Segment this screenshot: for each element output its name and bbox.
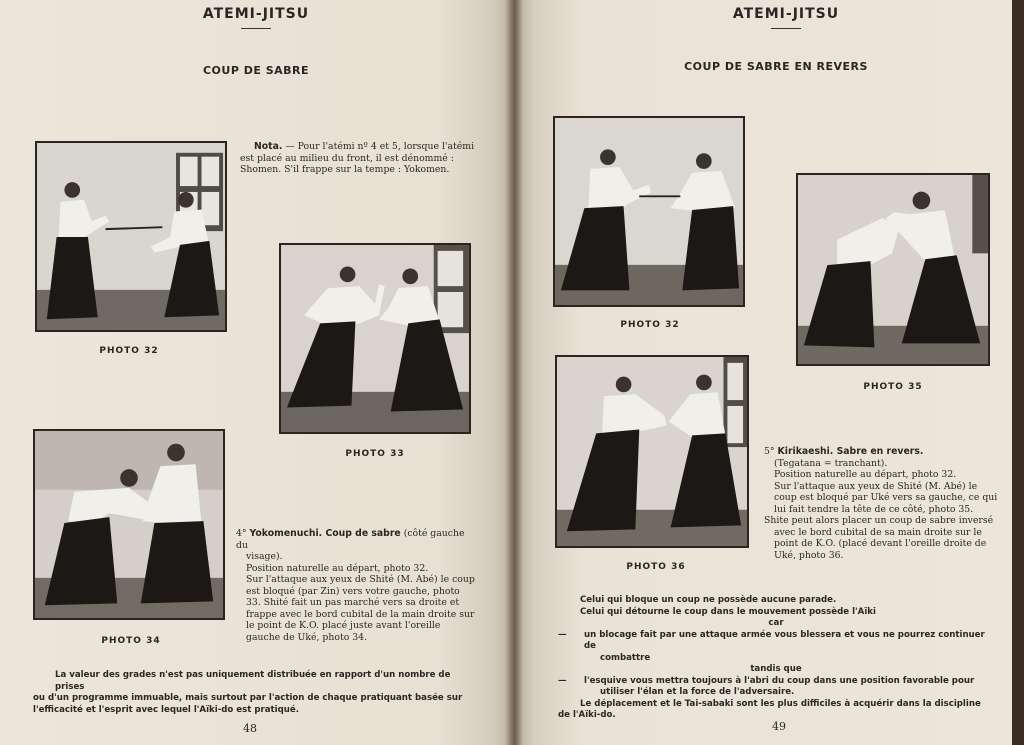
photo-32 (35, 141, 227, 332)
item-line: Position naturelle au départ, photo 32. (774, 469, 957, 480)
photo-34 (33, 429, 225, 620)
head-rule (241, 28, 271, 29)
photo-32-image (37, 143, 225, 330)
item-5-paragraph (764, 446, 1000, 561)
photo-35-image (798, 175, 988, 364)
item-4-paragraph (236, 528, 476, 643)
bottom-line: ou d'un programme immuable, mais surtout par l'action de chaque pratiquant basée sur (33, 693, 463, 703)
bottom-line: Celui qui bloque un coup ne possède aucune parade. (580, 595, 837, 605)
item-line: Sur l'attaque aux yeux de Shité (M. Abé) le (774, 480, 978, 492)
page-edge-shadow (1012, 0, 1024, 745)
photo-33-image (281, 245, 469, 432)
book-gutter (505, 0, 523, 745)
item-title: Yokomenuchi. Coup de sabre (249, 528, 401, 539)
item-line: Position naturelle au départ, photo 32. (246, 562, 429, 574)
bottom-connector: car (768, 618, 784, 628)
nota-line: est placé au milieu du front, il est dénommé : (240, 152, 454, 164)
bottom-line: combattre (600, 652, 651, 663)
bottom-dash-item (558, 676, 994, 688)
page-number: 48 (243, 722, 257, 735)
photo-32-right (553, 116, 745, 307)
photo-34-image (35, 431, 223, 618)
bottom-line: de l'Aïki-do. (558, 710, 616, 720)
item-line: avec le bord cubital de sa main droite sur le (774, 526, 982, 538)
item-line: Shite peut alors placer un coup de sabre inversé (764, 515, 994, 526)
item-line: lui fait tendre la tête de ce côté, photo 35. (774, 503, 974, 515)
bottom-paragraph (33, 670, 479, 716)
item-line: visage). (246, 551, 283, 562)
photo-caption: PHOTO 32 (99, 346, 159, 356)
bottom-line: Celui qui détourne le coup dans le mouvement possède l'Aïki (580, 606, 876, 617)
bottom-line: l'efficacité et l'esprit avec lequel l'Aïki-do est pratiqué. (33, 704, 299, 715)
photo-35 (796, 173, 990, 366)
nota-line: Shomen. S'il frappe sur la tempe : Yokomen. (240, 164, 450, 175)
photo-caption: PHOTO 35 (863, 382, 923, 392)
item-line: point de K.O. (placé devant l'oreille droite de (774, 538, 987, 549)
item-line: Uké, photo 36. (774, 549, 844, 561)
item-line: Sur l'attaque aux yeux de Shité (M. Abé) le coup (246, 574, 475, 585)
nota-label: Nota. (254, 141, 283, 152)
section-title: COUP DE SABRE EN REVERS (684, 60, 868, 73)
item-line: est bloqué (par Zin) vers votre gauche, photo (246, 585, 460, 597)
photo-36-image (557, 357, 747, 546)
head-rule (771, 28, 801, 29)
running-head: ATEMI-JITSU (202, 6, 310, 22)
item-line: frappe avec le bord cubital de la main droite sur (246, 608, 475, 620)
nota-line: — Pour l'atémi nº 4 et 5, lorsque l'atémi (285, 141, 475, 152)
dash-mark: — (558, 629, 567, 640)
item-number: 4° (236, 528, 247, 539)
bottom-dash-item (558, 630, 994, 653)
photo-caption: PHOTO 36 (626, 562, 686, 572)
nota-paragraph (240, 141, 476, 176)
right-page (514, 0, 1024, 745)
page-number: 49 (772, 720, 786, 733)
bottom-line: l'esquive vous mettra toujours à l'abri du coup dans une position favorable pour (584, 675, 975, 686)
item-line: 33. Shité fait un pas marché vers sa droite et (246, 597, 460, 608)
item-title-suffix: (côté gauche du (236, 528, 465, 551)
item-title: Kirikaeshi. Sabre en revers. (777, 446, 924, 457)
photo-caption: PHOTO 33 (345, 449, 405, 459)
item-line: coup est bloqué par Uké vers sa gauche, ce qui (774, 492, 998, 503)
item-number: 5° (764, 446, 775, 457)
photo-33 (279, 243, 471, 434)
dash-mark: — (558, 675, 567, 686)
item-line: le point de K.O. placé juste avant l'oreille (246, 620, 441, 631)
bottom-line: un blocage fait par une attaque armée vous blessera et vous ne pourrez continuer de (584, 629, 985, 651)
bottom-paragraph (558, 595, 994, 722)
photo-36 (555, 355, 749, 548)
bottom-connector: tandis que (750, 664, 802, 674)
bottom-line: Le déplacement et le Tai-sabaki sont les plus difficiles à acquérir dans la discipline (580, 698, 981, 709)
bottom-line: utiliser l'élan et la force de l'adversaire. (600, 687, 795, 697)
item-line: gauche de Uké, photo 34. (246, 631, 368, 643)
running-head: ATEMI-JITSU (732, 6, 840, 22)
photo-caption: PHOTO 32 (620, 320, 680, 330)
photo-caption: PHOTO 34 (101, 636, 161, 646)
section-title: COUP DE SABRE (202, 64, 310, 77)
bottom-line: La valeur des grades n'est pas uniquement distribuée en rapport d'un nombre de prises (55, 670, 451, 692)
item-line: (Tegatana = tranchant). (774, 457, 888, 469)
photo-32-right-image (555, 118, 743, 305)
